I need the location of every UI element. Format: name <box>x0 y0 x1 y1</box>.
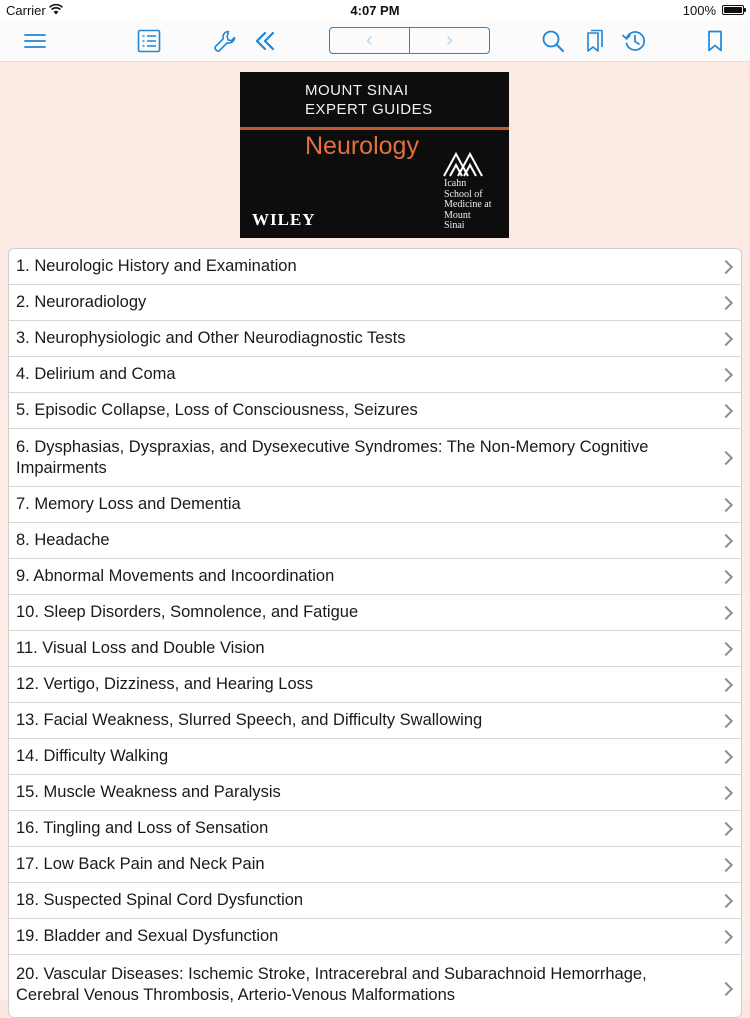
toc-row[interactable] <box>9 667 741 703</box>
school-name-line: School of <box>444 188 483 200</box>
toc-row[interactable] <box>9 739 741 775</box>
toc-row[interactable] <box>9 919 741 955</box>
chapter-title: 15. Muscle Weakness and Paralysis <box>16 783 281 801</box>
toc-row[interactable] <box>9 393 741 429</box>
menu-icon[interactable] <box>22 28 48 54</box>
chapter-title: 6. Dysphasias, Dyspraxias, and Dysexecutive Syndromes: The Non-Memory Cognitive Impairments <box>16 437 649 477</box>
chevron-right-icon <box>719 857 733 871</box>
chapter-title: 4. Delirium and Coma <box>16 365 176 383</box>
page-navigation-segment <box>329 27 490 54</box>
chevron-right-icon <box>719 785 733 799</box>
chevron-right-icon <box>719 749 733 763</box>
toc-row[interactable] <box>9 883 741 919</box>
chevron-right-icon <box>719 367 733 381</box>
book-cover <box>240 72 509 238</box>
wrench-icon[interactable] <box>212 28 238 54</box>
toc-row[interactable] <box>9 559 741 595</box>
cover-divider <box>240 127 509 130</box>
school-name-line: Sinai <box>444 220 465 231</box>
school-name-line: Icahn <box>444 178 467 189</box>
chapter-title: 12. Vertigo, Dizziness, and Hearing Loss <box>16 675 314 693</box>
toc-row[interactable] <box>9 847 741 883</box>
chevron-right-icon <box>719 331 733 345</box>
toc-row[interactable] <box>9 249 741 285</box>
chapter-title: 20. Vascular Diseases: Ischemic Stroke, Intracerebral and Subarachnoid Hemorrhage, Cerebral Venous Thrombosis, Arterio-Venous Malformations <box>16 965 647 1004</box>
chevron-right-icon <box>719 713 733 727</box>
chevron-right-icon <box>719 295 733 309</box>
chevron-right-icon <box>719 893 733 907</box>
cover-series <box>305 81 433 119</box>
chapter-title: 11. Visual Loss and Double Vision <box>16 639 265 657</box>
table-of-contents <box>8 248 742 1018</box>
chapter-title: 14. Difficulty Walking <box>16 747 169 765</box>
toc-row[interactable] <box>9 321 741 357</box>
toc-row[interactable] <box>9 775 741 811</box>
chevron-right-icon <box>719 569 733 583</box>
chevron-right-icon <box>719 259 733 273</box>
chapter-title: 9. Abnormal Movements and Incoordination <box>16 567 335 585</box>
chapter-title: 3. Neurophysiologic and Other Neurodiagnostic Tests <box>16 329 406 347</box>
history-icon[interactable] <box>621 28 647 54</box>
toc-row[interactable] <box>9 487 741 523</box>
chevron-right-icon <box>719 450 733 464</box>
cover-series-line: EXPERT GUIDES <box>305 101 433 118</box>
chevron-right-icon <box>719 929 733 943</box>
double-chevron-left-icon[interactable] <box>252 28 278 54</box>
chapter-title: 16. Tingling and Loss of Sensation <box>16 819 269 837</box>
bookmark-icon[interactable] <box>702 28 728 54</box>
chevron-right-icon <box>719 403 733 417</box>
chapter-title: 19. Bladder and Sexual Dysfunction <box>16 927 279 945</box>
school-name <box>444 179 491 232</box>
chapter-title: 7. Memory Loss and Dementia <box>16 495 241 513</box>
battery-percent: 100% <box>682 3 716 18</box>
toc-row[interactable] <box>9 429 741 487</box>
chapter-title: 1. Neurologic History and Examination <box>16 257 297 275</box>
clock: 4:07 PM <box>350 3 400 18</box>
toolbar <box>0 20 750 62</box>
chevron-right-icon <box>719 821 733 835</box>
toc-row[interactable] <box>9 523 741 559</box>
carrier-label: Carrier <box>6 3 46 18</box>
chapter-title: 18. Suspected Spinal Cord Dysfunction <box>16 891 304 909</box>
chevron-right-icon <box>719 497 733 511</box>
cover-title: Neurology <box>305 132 419 160</box>
toc-row[interactable] <box>9 955 741 1018</box>
chapter-title: 13. Facial Weakness, Slurred Speech, and Difficulty Swallowing <box>16 711 483 729</box>
publisher-logo: WILEY <box>252 210 316 229</box>
chapter-title: 8. Headache <box>16 531 110 549</box>
previous-page-button[interactable]: ‹ <box>366 29 373 51</box>
chevron-right-icon <box>719 677 733 691</box>
toc-row[interactable] <box>9 811 741 847</box>
toc-row[interactable] <box>9 285 741 321</box>
status-bar <box>0 0 750 20</box>
chapter-title: 2. Neuroradiology <box>16 293 147 311</box>
chevron-right-icon <box>719 982 733 996</box>
chevron-right-icon <box>719 533 733 547</box>
battery-icon <box>722 5 744 15</box>
chevron-right-icon <box>719 605 733 619</box>
chevron-right-icon <box>719 641 733 655</box>
mount-sinai-logo-icon <box>442 150 484 178</box>
toc-row[interactable] <box>9 631 741 667</box>
toc-row[interactable] <box>9 357 741 393</box>
chapter-title: 17. Low Back Pain and Neck Pain <box>16 855 265 873</box>
chapter-title: 10. Sleep Disorders, Somnolence, and Fatigue <box>16 603 359 621</box>
list-icon[interactable] <box>136 28 162 54</box>
next-page-button[interactable]: › <box>409 28 489 53</box>
chapter-title: 5. Episodic Collapse, Loss of Consciousness, Seizures <box>16 401 418 419</box>
toc-row[interactable] <box>9 703 741 739</box>
cover-series-line: MOUNT SINAI <box>305 82 409 99</box>
school-name-line: Medicine at <box>444 199 492 210</box>
toc-row[interactable] <box>9 595 741 631</box>
bookmarks-icon[interactable] <box>582 28 608 54</box>
search-icon[interactable] <box>540 28 566 54</box>
school-name-line: Mount <box>444 209 471 221</box>
